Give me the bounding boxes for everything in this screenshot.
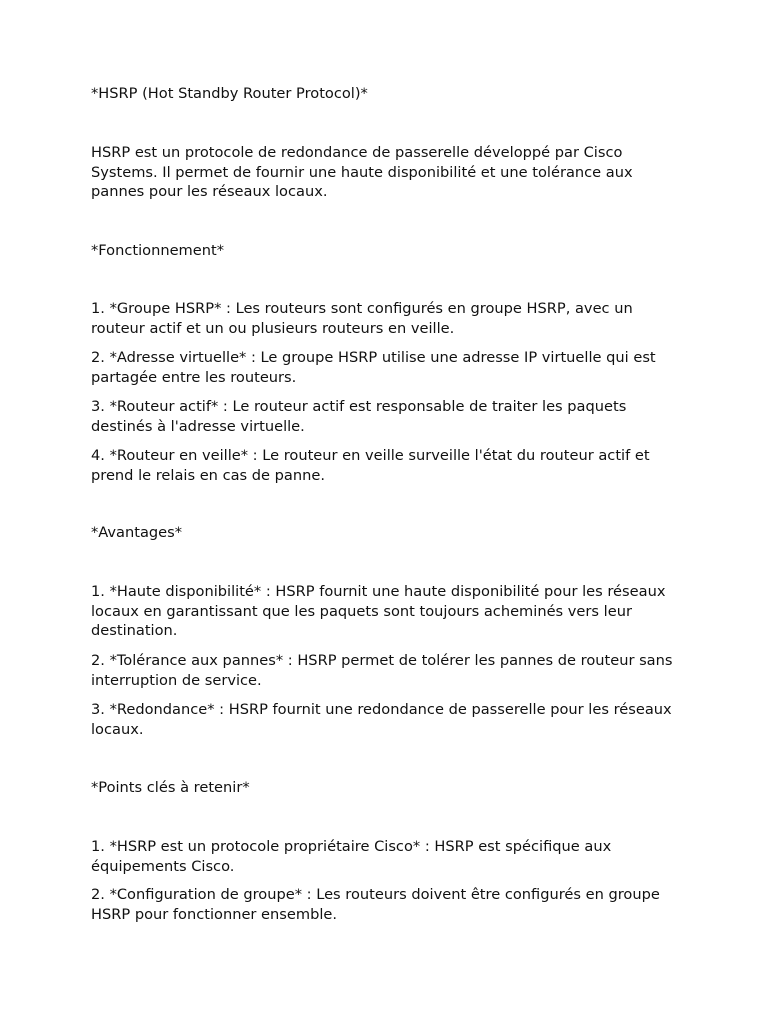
list-item: 1. *HSRP est un protocole propriétaire Cisco* : HSRP est spécifique aux équipements Cisco. xyxy=(91,838,612,875)
intro-paragraph: HSRP est un protocole de redondance de passerelle développé par Cisco Systems. Il permet de fournir une haute disponibilité et une tolérance aux pannes pour les réseaux locaux. xyxy=(91,144,633,201)
section-heading-fonctionnement: *Fonctionnement* xyxy=(91,242,225,259)
list-item: 2. *Configuration de groupe* : Les routeurs doivent être configurés en groupe HSRP pour fonctionner ensemble. xyxy=(91,886,660,923)
section-heading-points-cles: *Points clés à retenir* xyxy=(91,779,250,796)
document-title: *HSRP (Hot Standby Router Protocol)* xyxy=(91,85,368,102)
list-item: 3. *Routeur actif* : Le routeur actif est responsable de traiter les paquets destinés à l'adresse virtuelle. xyxy=(91,398,627,435)
section-heading-avantages: *Avantages* xyxy=(91,524,183,541)
list-item: 2. *Tolérance aux pannes* : HSRP permet de tolérer les pannes de routeur sans interruption de service. xyxy=(91,652,673,689)
list-item: 2. *Adresse virtuelle* : Le groupe HSRP utilise une adresse IP virtuelle qui est partagée entre les routeurs. xyxy=(91,349,656,386)
list-item: 4. *Routeur en veille* : Le routeur en veille surveille l'état du routeur actif et prend le relais en cas de panne. xyxy=(91,447,650,484)
list-item: 3. *Redondance* : HSRP fournit une redondance de passerelle pour les réseaux locaux. xyxy=(91,701,672,738)
list-item: 1. *Haute disponibilité* : HSRP fournit une haute disponibilité pour les réseaux locaux en garantissant que les paquets sont toujours acheminés vers leur destination. xyxy=(91,583,666,640)
list-item: 1. *Groupe HSRP* : Les routeurs sont configurés en groupe HSRP, avec un routeur actif et un ou plusieurs routeurs en veille. xyxy=(91,300,633,337)
